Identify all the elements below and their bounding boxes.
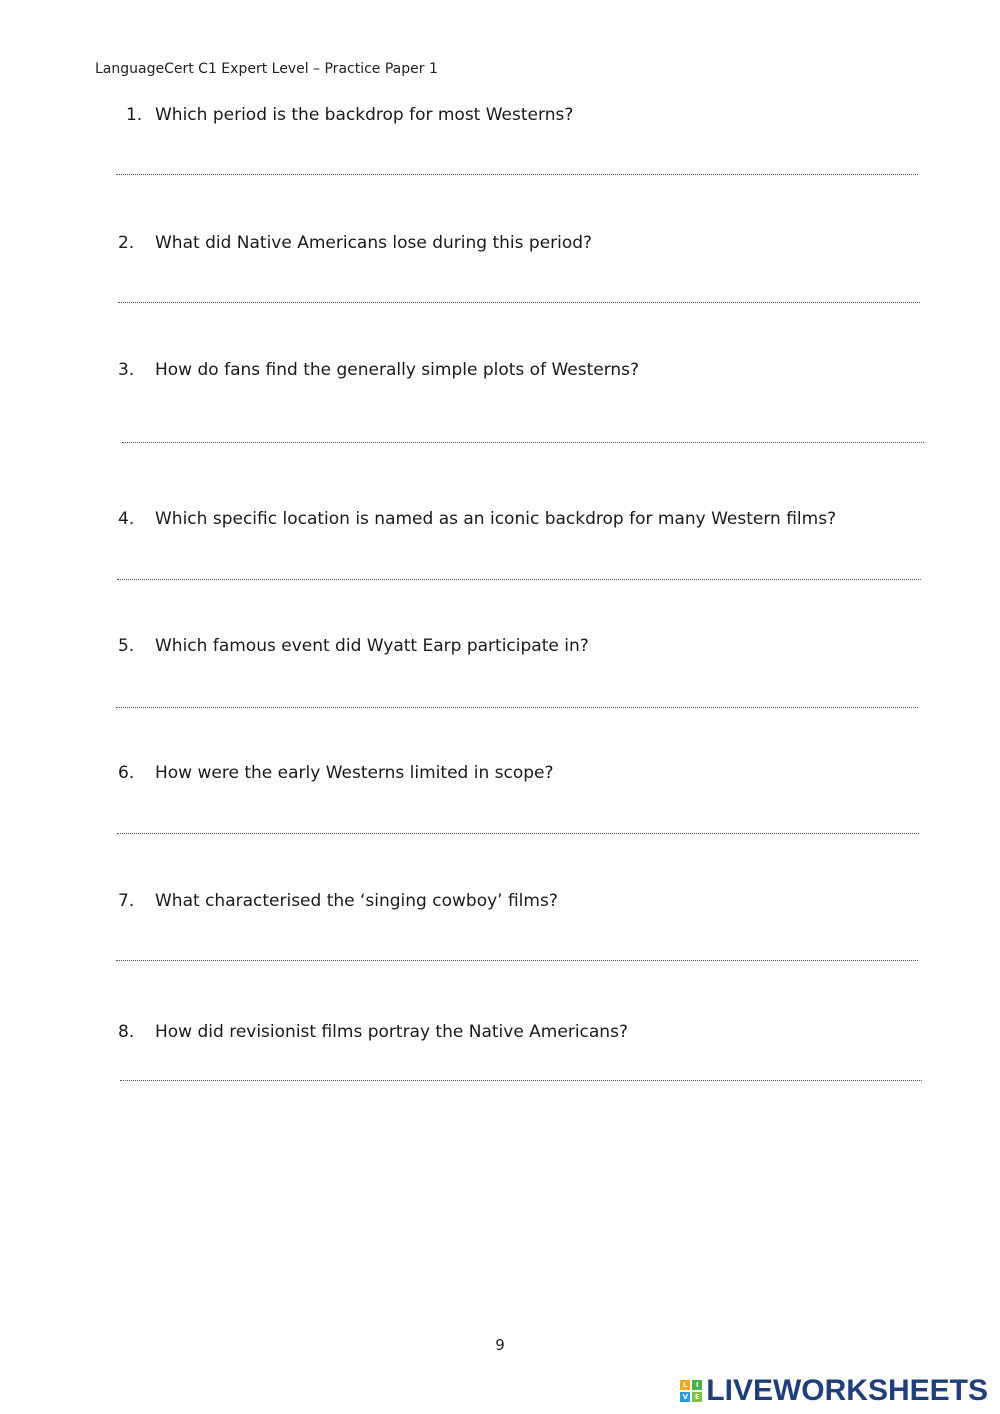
question-3-number: 3. — [118, 360, 135, 380]
question-8-text: How did revisionist films portray the Native Americans? — [155, 1022, 628, 1042]
question-6-text: How were the early Westerns limited in scope? — [155, 763, 554, 783]
answer-field-3[interactable] — [122, 442, 924, 443]
document-header: LanguageCert C1 Expert Level – Practice Paper 1 — [95, 61, 438, 77]
page-number: 9 — [495, 1336, 505, 1354]
question-1-number: 1. — [126, 105, 143, 125]
logo-tile-v: V — [680, 1392, 690, 1402]
answer-field-4[interactable] — [117, 579, 921, 580]
liveworksheets-logo — [680, 1374, 988, 1408]
logo-tile-i: I — [692, 1380, 702, 1390]
question-6-number: 6. — [118, 763, 135, 783]
question-7-number: 7. — [118, 891, 135, 911]
question-7-text: What characterised the ‘singing cowboy’ films? — [155, 891, 558, 911]
logo-tile-l: L — [680, 1380, 690, 1390]
answer-field-5[interactable] — [116, 707, 918, 708]
question-1-text: Which period is the backdrop for most Westerns? — [155, 105, 574, 125]
answer-field-8[interactable] — [120, 1080, 922, 1081]
question-8-number: 8. — [118, 1022, 135, 1042]
liveworksheets-logo-text: LIVEWORKSHEETS — [706, 1374, 988, 1407]
answer-field-6[interactable] — [117, 833, 919, 834]
answer-field-2[interactable] — [118, 302, 920, 303]
answer-field-7[interactable] — [116, 960, 918, 961]
question-5-number: 5. — [118, 636, 135, 656]
liveworksheets-logo-icon — [680, 1380, 702, 1402]
question-3-text: How do fans find the generally simple plots of Westerns? — [155, 360, 640, 380]
question-4-number: 4. — [118, 509, 135, 529]
question-4-text: Which specific location is named as an iconic backdrop for many Western films? — [155, 509, 837, 529]
logo-tile-e: E — [692, 1392, 702, 1402]
question-2-text: What did Native Americans lose during this period? — [155, 233, 593, 253]
question-2-number: 2. — [118, 233, 135, 253]
answer-field-1[interactable] — [116, 174, 918, 175]
question-5-text: Which famous event did Wyatt Earp participate in? — [155, 636, 589, 656]
